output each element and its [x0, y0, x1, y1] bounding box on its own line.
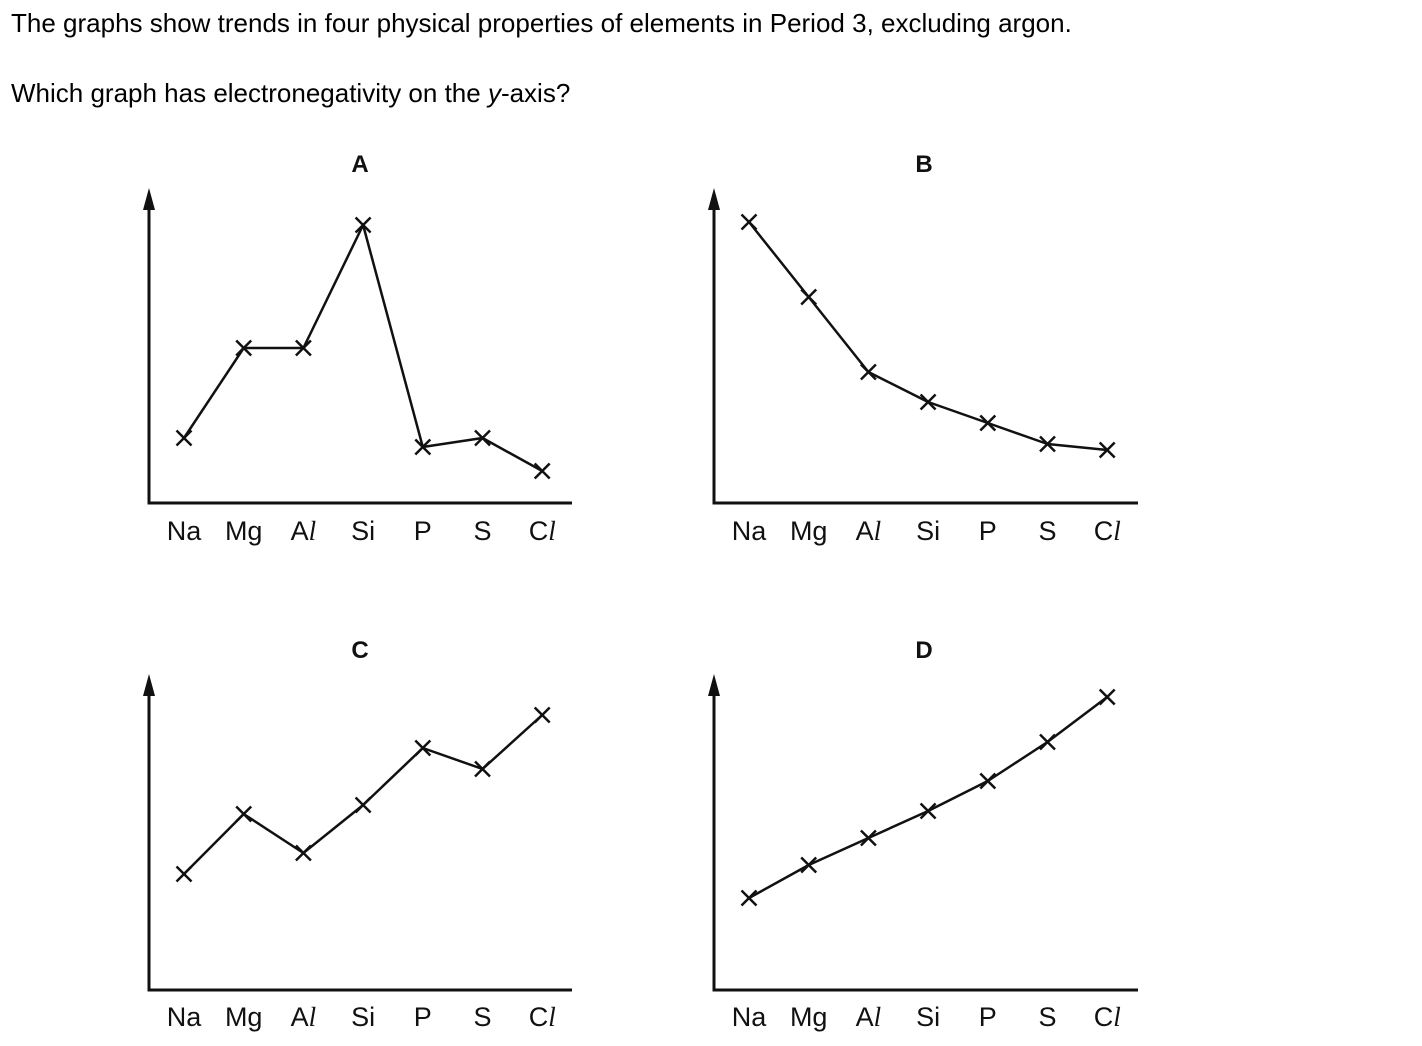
- chart-d-point-p: [980, 774, 995, 789]
- chart-b-y-axis-arrow: [708, 188, 720, 210]
- chart-a: [143, 151, 572, 546]
- chart-c-point-si: [356, 798, 371, 813]
- chart-c-y-axis-arrow: [143, 674, 155, 696]
- chart-d-tick-mg: Mg: [789, 1002, 828, 1032]
- chart-c-point-mg: [236, 807, 251, 822]
- chart-b-title: B: [915, 151, 933, 178]
- chart-d-tick-cl: Cl: [1093, 1002, 1121, 1032]
- chart-b-tick-s: S: [1038, 516, 1057, 546]
- chart-a-tick-p: P: [413, 516, 432, 546]
- chart-c-tick-al: Al: [290, 1002, 317, 1032]
- chart-a-tick-mg: Mg: [224, 516, 263, 546]
- chart-a-point-si: [356, 218, 371, 233]
- chart-b-point-p: [980, 416, 995, 431]
- chart-a-y-axis-arrow: [143, 188, 155, 210]
- chart-c-series-line: [184, 715, 542, 874]
- chart-b-series-line: [749, 222, 1107, 450]
- chart-c-tick-p: P: [413, 1002, 432, 1032]
- chart-d-tick-si: Si: [916, 1002, 941, 1032]
- chart-b-point-na: [742, 215, 757, 230]
- chart-c-point-na: [177, 867, 192, 882]
- question-prompt-start: Which graph has electronegativity on the: [11, 78, 488, 108]
- chart-c: [143, 637, 572, 1032]
- chart-c-tick-na: Na: [166, 1002, 202, 1032]
- chart-c-tick-mg: Mg: [224, 1002, 263, 1032]
- chart-b-tick-p: P: [978, 516, 997, 546]
- chart-d-point-si: [921, 804, 936, 819]
- chart-d-point-mg: [801, 858, 816, 873]
- chart-b-tick-na: Na: [731, 516, 767, 546]
- chart-d-tick-al: Al: [855, 1002, 882, 1032]
- chart-a-point-cl: [535, 464, 550, 479]
- chart-d-point-al: [861, 831, 876, 846]
- chart-d-series-line: [749, 697, 1107, 898]
- chart-a-tick-si: Si: [351, 516, 376, 546]
- question-intro: The graphs show trends in four physical properties of elements in Period 3, excluding argon.: [11, 8, 1072, 38]
- chart-a-tick-cl: Cl: [528, 516, 556, 546]
- chart-c-tick-s: S: [473, 1002, 492, 1032]
- chart-b-tick-cl: Cl: [1093, 516, 1121, 546]
- question-prompt-axis: y: [487, 78, 501, 108]
- chart-c-title: C: [351, 637, 369, 664]
- chart-c-point-al: [296, 846, 311, 861]
- chart-a-series-line: [184, 225, 542, 471]
- chart-d: [708, 637, 1138, 1032]
- chart-b-point-si: [921, 395, 936, 410]
- chart-d-point-na: [742, 891, 757, 906]
- chart-b-tick-al: Al: [855, 516, 882, 546]
- chart-b: [708, 151, 1138, 546]
- chart-c-point-p: [415, 741, 430, 756]
- question-prompt-end: -axis?: [500, 78, 571, 108]
- chart-a-tick-s: S: [473, 516, 492, 546]
- chart-d-tick-na: Na: [731, 1002, 767, 1032]
- chart-d-title: D: [915, 637, 933, 664]
- chart-b-point-mg: [801, 290, 816, 305]
- chart-d-point-cl: [1100, 690, 1115, 705]
- chart-c-point-s: [475, 762, 490, 777]
- chart-d-tick-p: P: [978, 1002, 997, 1032]
- chart-c-point-cl: [535, 708, 550, 723]
- chart-d-y-axis-arrow: [708, 674, 720, 696]
- chart-d-tick-s: S: [1038, 1002, 1057, 1032]
- chart-a-tick-na: Na: [166, 516, 202, 546]
- chart-b-point-al: [861, 365, 876, 380]
- chart-b-tick-si: Si: [916, 516, 941, 546]
- chart-d-point-s: [1040, 735, 1055, 750]
- chart-a-point-na: [177, 431, 192, 446]
- chart-c-tick-si: Si: [351, 1002, 376, 1032]
- chart-a-tick-al: Al: [290, 516, 317, 546]
- chart-c-tick-cl: Cl: [528, 1002, 556, 1032]
- chart-a-title: A: [351, 151, 369, 178]
- chart-b-tick-mg: Mg: [789, 516, 828, 546]
